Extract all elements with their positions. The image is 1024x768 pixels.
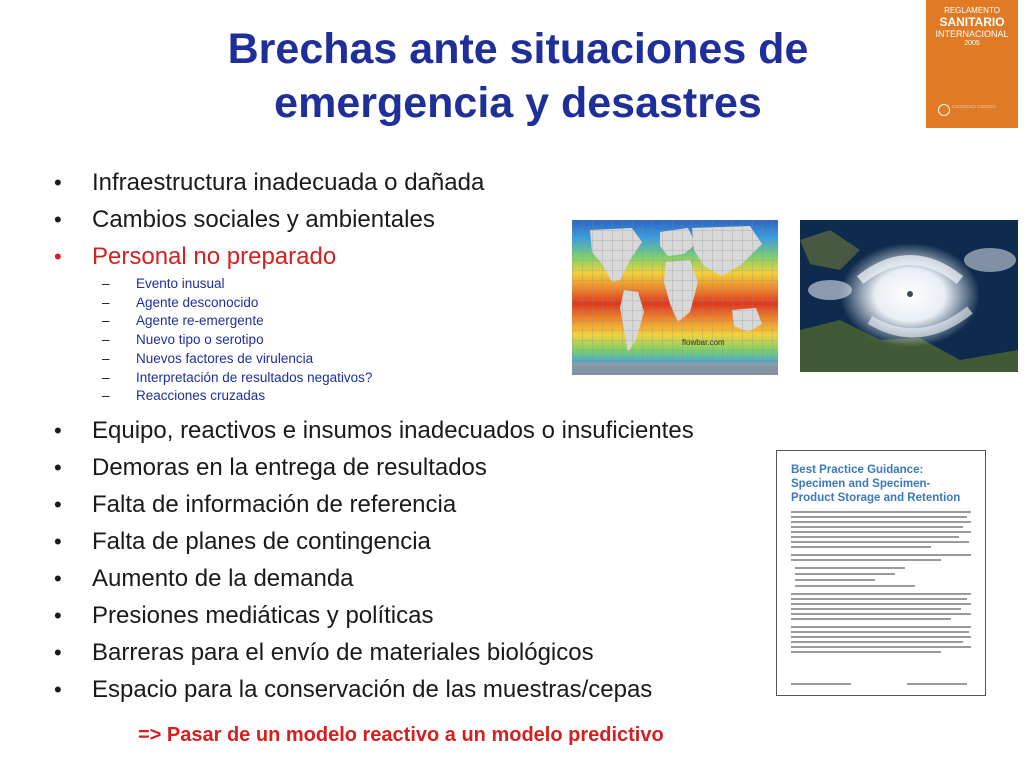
hurricane-graphic	[800, 220, 1018, 372]
hurricane-satellite-image	[800, 220, 1018, 372]
bullet-item: • Equipo, reactivos e insumos inadecuados o insuficientes	[52, 412, 812, 449]
map-watermark: flowbar.com	[682, 338, 725, 347]
book-cover-image	[926, 0, 1018, 128]
who-emblem-icon	[938, 104, 950, 116]
book-cover-line1: REGLAMENTO	[944, 6, 1000, 15]
book-cover-line3: INTERNACIONAL	[935, 29, 1009, 39]
bullet-item: • Infraestructura inadecuada o dañada	[52, 164, 812, 201]
sub-bullet-item: – Interpretación de resultados negativos?	[52, 369, 812, 388]
book-cover-line4: 2005	[964, 40, 980, 47]
sub-bullet-item: – Agente desconocido	[52, 294, 812, 313]
guidance-document-image	[776, 450, 986, 696]
slide-title: Brechas ante situaciones de emergencia y desastres	[227, 25, 809, 127]
book-cover-line2: SANITARIO	[939, 15, 1005, 29]
conclusion-text: => Pasar de un modelo reactivo a un modelo predictivo	[138, 724, 664, 746]
bullet-item-highlight: • Personal no preparado	[52, 238, 812, 275]
bullet-item: • Cambios sociales y ambientales	[52, 201, 812, 238]
sub-bullet-item: – Evento inusual	[52, 275, 812, 294]
sub-bullet-item: – Reacciones cruzadas	[52, 387, 812, 406]
bullet-item: • Demoras en la entrega de resultados	[52, 449, 812, 486]
document-title: Best Practice Guidance: Specimen and Specimen-Product Storage and Retention	[791, 464, 961, 504]
document-text-lines	[777, 451, 985, 695]
sub-bullet-item: – Nuevo tipo o serotipo	[52, 331, 812, 350]
bullet-item: • Falta de planes de contingencia	[52, 523, 812, 560]
sea-temperature-map-image	[572, 220, 778, 375]
bullet-item: • Espacio para la conservación de las muestras/cepas	[52, 671, 812, 708]
bullet-item: • Falta de información de referencia	[52, 486, 812, 523]
bullet-item: • Presiones mediáticas y políticas	[52, 597, 812, 634]
bullet-item: • Barreras para el envío de materiales biológicos	[52, 634, 812, 671]
sub-bullet-item: – Agente re-emergente	[52, 312, 812, 331]
world-map-graphic	[572, 220, 778, 375]
sub-bullet-item: – Nuevos factores de virulencia	[52, 350, 812, 369]
book-publisher-logo: ▭▭▭▭▭ ▭▭▭▭	[952, 104, 996, 110]
bullet-item: • Aumento de la demanda	[52, 560, 812, 597]
